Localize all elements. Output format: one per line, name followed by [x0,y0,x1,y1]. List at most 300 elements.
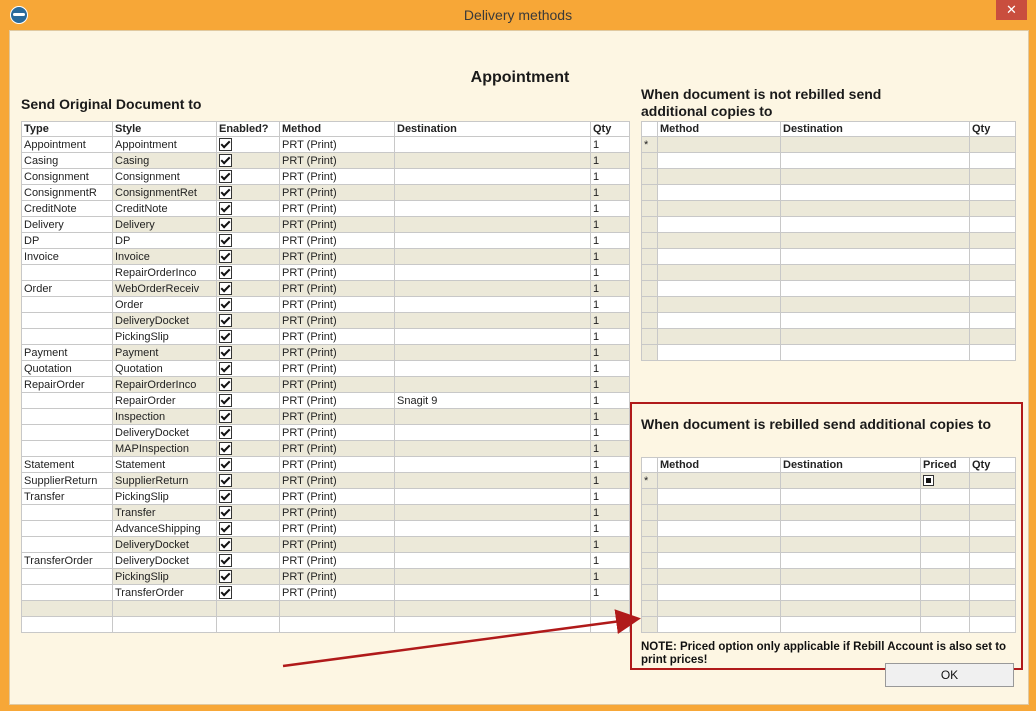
enabled-checkbox[interactable] [219,202,232,215]
row-selector[interactable] [642,329,658,345]
column-header-style[interactable]: Style [113,122,217,137]
qty-cell[interactable]: 1 [591,457,630,473]
table-row[interactable] [22,153,630,169]
type-cell[interactable] [22,265,113,281]
empty-cell[interactable] [970,137,1016,153]
enabled-checkbox[interactable] [219,426,232,439]
enabled-cell[interactable] [217,265,280,281]
enabled-checkbox[interactable] [219,266,232,279]
enabled-cell[interactable] [217,489,280,505]
type-cell[interactable] [22,537,113,553]
enabled-cell[interactable] [217,521,280,537]
enabled-checkbox[interactable] [219,154,232,167]
destination-cell[interactable] [395,313,591,329]
destination-cell[interactable] [395,569,591,585]
enabled-cell[interactable] [217,377,280,393]
method-cell[interactable]: PRT (Print) [280,345,395,361]
row-selector[interactable] [642,169,658,185]
enabled-cell[interactable] [217,585,280,601]
destination-cell[interactable] [395,457,591,473]
type-cell[interactable] [22,313,113,329]
table-row[interactable] [22,537,630,553]
empty-cell[interactable] [658,137,781,153]
method-cell[interactable]: PRT (Print) [280,185,395,201]
empty-cell [781,233,970,249]
type-cell[interactable] [22,393,113,409]
type-cell[interactable]: CreditNote [22,201,113,217]
enabled-checkbox[interactable] [219,506,232,519]
table-row[interactable] [22,249,630,265]
column-header-destination[interactable]: Destination [395,122,591,137]
destination-cell[interactable] [395,409,591,425]
enabled-checkbox[interactable] [219,250,232,263]
method-cell[interactable]: PRT (Print) [280,201,395,217]
destination-cell[interactable] [395,329,591,345]
empty-cell [217,601,280,617]
column-header-qty[interactable]: Qty [970,458,1016,473]
empty-cell [970,329,1016,345]
destination-cell[interactable] [395,553,591,569]
empty-cell [970,153,1016,169]
column-header-destination[interactable]: Destination [781,458,921,473]
enabled-checkbox[interactable] [219,362,232,375]
qty-cell[interactable]: 1 [591,185,630,201]
empty-cell [781,345,970,361]
method-cell[interactable]: PRT (Print) [280,153,395,169]
type-cell[interactable]: RepairOrder [22,377,113,393]
style-cell[interactable]: DP [113,233,217,249]
style-cell[interactable]: DeliveryDocket [113,425,217,441]
qty-cell[interactable]: 1 [591,265,630,281]
type-cell[interactable]: Quotation [22,361,113,377]
destination-cell[interactable] [395,489,591,505]
method-cell[interactable]: PRT (Print) [280,169,395,185]
method-cell[interactable]: PRT (Print) [280,425,395,441]
method-cell[interactable]: PRT (Print) [280,233,395,249]
type-cell[interactable] [22,329,113,345]
type-cell[interactable] [22,585,113,601]
new-row[interactable] [642,137,1016,153]
qty-cell[interactable]: 1 [591,537,630,553]
method-cell[interactable]: PRT (Print) [280,521,395,537]
enabled-cell[interactable] [217,137,280,153]
destination-cell[interactable] [395,201,591,217]
qty-cell[interactable]: 1 [591,297,630,313]
destination-cell[interactable] [395,153,591,169]
destination-cell[interactable] [395,441,591,457]
qty-cell[interactable]: 1 [591,329,630,345]
method-cell[interactable]: PRT (Print) [280,393,395,409]
column-header-priced[interactable]: Priced [921,458,970,473]
empty-cell [781,201,970,217]
destination-cell[interactable] [395,425,591,441]
qty-cell[interactable]: 1 [591,169,630,185]
method-cell[interactable]: PRT (Print) [280,537,395,553]
enabled-checkbox[interactable] [219,346,232,359]
destination-cell[interactable] [395,345,591,361]
destination-cell[interactable] [395,217,591,233]
row-selector[interactable] [642,313,658,329]
table-row[interactable] [22,521,630,537]
qty-cell[interactable]: 1 [591,521,630,537]
qty-cell[interactable]: 1 [591,137,630,153]
type-cell[interactable] [22,505,113,521]
qty-cell[interactable]: 1 [591,505,630,521]
type-cell[interactable]: Invoice [22,249,113,265]
enabled-cell[interactable] [217,249,280,265]
enabled-checkbox[interactable] [219,490,232,503]
enabled-cell[interactable] [217,153,280,169]
empty-row [642,185,1016,201]
empty-cell [658,249,781,265]
send-original-heading: Send Original Document to [21,96,202,112]
enabled-checkbox[interactable] [219,314,232,327]
enabled-cell[interactable] [217,457,280,473]
type-cell[interactable]: Delivery [22,217,113,233]
table-row[interactable] [22,569,630,585]
destination-cell[interactable] [395,537,591,553]
style-cell[interactable]: DeliveryDocket [113,537,217,553]
column-header-method[interactable]: Method [658,122,781,137]
qty-cell[interactable]: 1 [591,585,630,601]
qty-cell[interactable]: 1 [591,281,630,297]
table-row[interactable] [22,553,630,569]
empty-cell [658,265,781,281]
type-cell[interactable]: Statement [22,457,113,473]
column-header-qty[interactable]: Qty [591,122,630,137]
style-cell[interactable]: Consignment [113,169,217,185]
table-row[interactable] [22,217,630,233]
enabled-checkbox[interactable] [219,378,232,391]
style-cell[interactable]: WebOrderReceiv [113,281,217,297]
qty-cell[interactable]: 1 [591,217,630,233]
type-cell[interactable]: TransferOrder [22,553,113,569]
style-cell[interactable]: Quotation [113,361,217,377]
destination-cell[interactable] [395,265,591,281]
enabled-checkbox[interactable] [219,586,232,599]
method-cell[interactable]: PRT (Print) [280,569,395,585]
qty-cell[interactable]: 1 [591,553,630,569]
style-cell[interactable]: RepairOrderInco [113,265,217,281]
column-header-method[interactable]: Method [658,458,781,473]
method-cell[interactable]: PRT (Print) [280,585,395,601]
new-row-marker[interactable]: * [642,473,658,489]
style-cell[interactable]: DeliveryDocket [113,313,217,329]
table-row[interactable] [22,265,630,281]
empty-cell [280,601,395,617]
empty-cell [395,617,591,633]
style-cell[interactable]: Order [113,297,217,313]
type-cell[interactable] [22,441,113,457]
method-cell[interactable]: PRT (Print) [280,377,395,393]
ok-button[interactable]: OK [885,663,1014,687]
style-cell[interactable]: RepairOrder [113,393,217,409]
destination-cell[interactable] [395,377,591,393]
type-cell[interactable]: SupplierReturn [22,473,113,489]
destination-cell[interactable] [395,281,591,297]
style-cell[interactable]: Invoice [113,249,217,265]
type-cell[interactable]: Order [22,281,113,297]
row-selector[interactable] [642,297,658,313]
style-cell[interactable]: AdvanceShipping [113,521,217,537]
enabled-checkbox[interactable] [219,298,232,311]
destination-cell[interactable] [395,185,591,201]
qty-cell[interactable]: 1 [591,393,630,409]
table-row[interactable] [22,201,630,217]
qty-cell[interactable]: 1 [591,569,630,585]
qty-cell[interactable]: 1 [591,313,630,329]
style-cell[interactable]: MAPInspection [113,441,217,457]
style-cell[interactable]: PickingSlip [113,329,217,345]
style-cell[interactable]: Statement [113,457,217,473]
style-cell[interactable]: DeliveryDocket [113,553,217,569]
table-row[interactable] [22,313,630,329]
empty-row [642,297,1016,313]
type-cell[interactable]: Consignment [22,169,113,185]
enabled-checkbox[interactable] [219,554,232,567]
enabled-checkbox[interactable] [219,474,232,487]
table-row[interactable] [22,505,630,521]
enabled-checkbox[interactable] [219,330,232,343]
qty-cell[interactable]: 1 [591,489,630,505]
empty-row [642,329,1016,345]
destination-cell[interactable] [395,585,591,601]
grid-header-row [642,122,1016,137]
enabled-checkbox[interactable] [219,186,232,199]
column-header-type[interactable]: Type [22,122,113,137]
enabled-checkbox[interactable] [219,442,232,455]
table-row[interactable] [22,297,630,313]
enabled-cell[interactable] [217,345,280,361]
method-cell[interactable]: PRT (Print) [280,137,395,153]
qty-cell[interactable]: 1 [591,361,630,377]
enabled-cell[interactable] [217,169,280,185]
table-row[interactable] [22,169,630,185]
empty-cell [781,249,970,265]
enabled-cell[interactable] [217,281,280,297]
style-cell[interactable]: PickingSlip [113,569,217,585]
destination-cell[interactable] [395,505,591,521]
enabled-cell[interactable] [217,313,280,329]
not-rebilled-grid[interactable] [641,121,1016,361]
row-selector[interactable] [642,201,658,217]
row-selector[interactable] [642,281,658,297]
empty-cell [658,201,781,217]
enabled-cell[interactable] [217,217,280,233]
enabled-checkbox[interactable] [219,394,232,407]
destination-cell[interactable] [395,361,591,377]
enabled-cell[interactable] [217,201,280,217]
type-cell[interactable] [22,425,113,441]
empty-cell [22,601,113,617]
row-selector[interactable] [642,345,658,361]
style-cell[interactable]: ConsignmentRet [113,185,217,201]
method-cell[interactable]: PRT (Print) [280,297,395,313]
method-cell[interactable]: PRT (Print) [280,409,395,425]
table-row[interactable] [22,345,630,361]
qty-cell[interactable]: 1 [591,249,630,265]
type-cell[interactable] [22,297,113,313]
style-cell[interactable]: Inspection [113,409,217,425]
enabled-checkbox[interactable] [219,218,232,231]
row-selector[interactable] [642,153,658,169]
column-header-destination[interactable]: Destination [781,122,970,137]
close-button[interactable]: ✕ [996,0,1027,20]
method-cell[interactable]: PRT (Print) [280,361,395,377]
method-cell[interactable]: PRT (Print) [280,489,395,505]
type-cell[interactable]: Appointment [22,137,113,153]
type-cell[interactable] [22,521,113,537]
empty-row [642,169,1016,185]
table-row[interactable] [22,281,630,297]
qty-cell[interactable]: 1 [591,377,630,393]
enabled-cell[interactable] [217,473,280,489]
type-cell[interactable] [22,409,113,425]
destination-cell[interactable] [395,233,591,249]
enabled-checkbox[interactable] [219,234,232,247]
destination-cell[interactable] [395,137,591,153]
row-selector[interactable] [642,185,658,201]
type-cell[interactable]: ConsignmentR [22,185,113,201]
qty-cell[interactable]: 1 [591,425,630,441]
table-row[interactable] [22,137,630,153]
method-cell[interactable]: PRT (Print) [280,441,395,457]
table-row[interactable] [22,409,630,425]
method-cell[interactable]: PRT (Print) [280,505,395,521]
empty-row [642,233,1016,249]
empty-row [642,281,1016,297]
method-cell[interactable]: PRT (Print) [280,473,395,489]
empty-cell [781,329,970,345]
table-row[interactable] [22,329,630,345]
empty-cell [781,281,970,297]
style-cell[interactable]: Delivery [113,217,217,233]
method-cell[interactable]: PRT (Print) [280,265,395,281]
send-original-grid[interactable] [21,121,630,633]
qty-cell[interactable]: 1 [591,473,630,489]
destination-cell[interactable] [395,521,591,537]
enabled-cell[interactable] [217,361,280,377]
method-cell[interactable]: PRT (Print) [280,281,395,297]
type-cell[interactable]: Casing [22,153,113,169]
table-row[interactable] [22,393,630,409]
style-cell[interactable]: PickingSlip [113,489,217,505]
table-row[interactable] [22,233,630,249]
enabled-checkbox[interactable] [219,170,232,183]
empty-cell [217,617,280,633]
enabled-cell[interactable] [217,329,280,345]
qty-cell[interactable]: 1 [591,441,630,457]
new-row-marker[interactable]: * [642,137,658,153]
enabled-checkbox[interactable] [219,282,232,295]
table-row[interactable] [22,585,630,601]
enabled-checkbox[interactable] [219,522,232,535]
row-selector[interactable] [642,249,658,265]
method-cell[interactable]: PRT (Print) [280,217,395,233]
style-cell[interactable]: Appointment [113,137,217,153]
empty-cell [970,185,1016,201]
enabled-checkbox[interactable] [219,570,232,583]
qty-cell[interactable]: 1 [591,409,630,425]
column-header-qty[interactable]: Qty [970,122,1016,137]
destination-cell[interactable] [395,473,591,489]
destination-cell[interactable] [395,297,591,313]
table-row[interactable] [22,377,630,393]
empty-row [642,249,1016,265]
enabled-cell[interactable] [217,233,280,249]
enabled-cell[interactable] [217,553,280,569]
enabled-cell[interactable] [217,537,280,553]
destination-cell[interactable]: Snagit 9 [395,393,591,409]
empty-cell[interactable] [781,137,970,153]
enabled-cell[interactable] [217,425,280,441]
enabled-cell[interactable] [217,393,280,409]
table-row[interactable] [22,457,630,473]
enabled-cell[interactable] [217,505,280,521]
qty-cell[interactable]: 1 [591,201,630,217]
empty-cell [970,169,1016,185]
method-cell[interactable]: PRT (Print) [280,329,395,345]
style-cell[interactable]: TransferOrder [113,585,217,601]
style-cell[interactable]: Transfer [113,505,217,521]
table-row[interactable] [22,361,630,377]
qty-cell[interactable]: 1 [591,233,630,249]
style-cell[interactable]: Casing [113,153,217,169]
column-header-method[interactable]: Method [280,122,395,137]
table-row[interactable] [22,185,630,201]
column-header-enabled[interactable]: Enabled? [217,122,280,137]
destination-cell[interactable] [395,169,591,185]
enabled-checkbox[interactable] [219,138,232,151]
style-cell[interactable]: SupplierReturn [113,473,217,489]
style-cell[interactable]: Payment [113,345,217,361]
enabled-cell[interactable] [217,185,280,201]
style-cell[interactable]: CreditNote [113,201,217,217]
type-cell[interactable]: Payment [22,345,113,361]
destination-cell[interactable] [395,249,591,265]
enabled-cell[interactable] [217,441,280,457]
qty-cell[interactable]: 1 [591,345,630,361]
table-row[interactable] [22,425,630,441]
row-selector[interactable] [642,265,658,281]
row-selector[interactable] [642,233,658,249]
method-cell[interactable]: PRT (Print) [280,457,395,473]
type-cell[interactable]: Transfer [22,489,113,505]
enabled-cell[interactable] [217,297,280,313]
table-row[interactable] [22,489,630,505]
empty-cell [781,313,970,329]
type-cell[interactable] [22,569,113,585]
style-cell[interactable]: RepairOrderInco [113,377,217,393]
type-cell[interactable]: DP [22,233,113,249]
qty-cell[interactable]: 1 [591,153,630,169]
table-row[interactable] [22,441,630,457]
row-selector[interactable] [642,217,658,233]
table-row[interactable] [22,473,630,489]
empty-cell [970,313,1016,329]
enabled-checkbox[interactable] [219,410,232,423]
empty-cell [113,617,217,633]
enabled-cell[interactable] [217,409,280,425]
enabled-checkbox[interactable] [219,458,232,471]
empty-cell [658,185,781,201]
method-cell[interactable]: PRT (Print) [280,313,395,329]
empty-cell [970,201,1016,217]
enabled-cell[interactable] [217,569,280,585]
method-cell[interactable]: PRT (Print) [280,249,395,265]
enabled-checkbox[interactable] [219,538,232,551]
method-cell[interactable]: PRT (Print) [280,553,395,569]
